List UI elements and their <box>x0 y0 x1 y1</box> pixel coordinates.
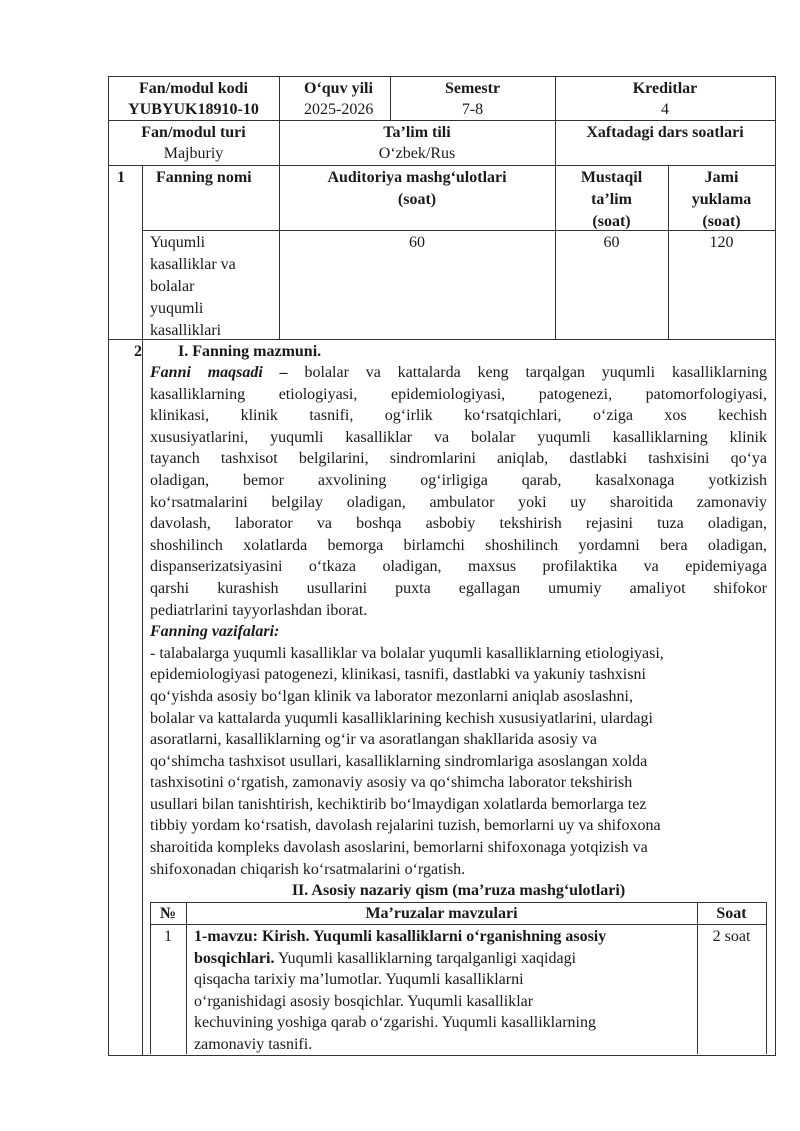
row-number: 1 <box>117 169 125 186</box>
independent-hours: 60 <box>603 234 620 251</box>
table-border <box>108 76 109 1056</box>
subject-name-label: Fanning nomi <box>156 169 252 186</box>
subject-name-value: Yuqumli kasalliklar va bolalar yuqumli kasalliklari <box>150 234 236 339</box>
module-type-label: Fan/modul turi <box>141 124 246 141</box>
table-border <box>766 902 767 1054</box>
weekly-hours-label: Xaftadagi dars soatlari <box>586 124 744 141</box>
independent-study-label: Mustaqil ta’lim (soat) <box>580 169 643 230</box>
goal-paragraph: Fanni maqsadi – bolalar va kattalarda keng tarqalgan yuqumli kasalliklarning kasalliklarning etiologiyasi, epidemiologiyasi, patogenezi, patomorfologiyasi, klinikasi, klinik tasnifi, og‘irlik ko‘rsatqichlari, o‘ziga xos kechish xususiyatlarini, yuqumli kasalliklar va bolalar yuqumli kasalliklarning klinik tayanch tashxisot belgilarini, sindromlarini aniqlab, dastlabki tashxisini qo‘ya oladigan, bemor axvolining og‘irligiga qarab, kasalxonaga yotkizish ko‘rsatmalarini belgilay oladigan, ambulator yoki uy sharoitida zamonaviy davolash, laborator va boshqa asbobiy tekshirish rejasini tuza oladigan, shoshilinch xolatlarda bemorga birlamchi shoshilinch yordamni bera oladigan, dispanserizatsiyasini o‘tkaza oladigan, maxsus profilaktika va epidemiyaga qarshi kurashish usullarini puxta egallagan umumiy amaliyot shifokor pediatrlarini tayyorlashdan iborat. Fanning vazifalari: - talabalarga yuqumli kasalliklar va bolalar yuqumli kasalliklarning etiologiyasi, epidemiologiyasi patogenezi, klinikasi, tasnifi, dastlabki va yakuniy tashxisni qo‘yishda asosiy bo‘lgan klinik va laborator mezonlarni aniqlab asoslashni, bolalar va kattalarda yuqumli kasalliklarining kechish xususiyatlarini, ulardagi asoratlarni, kasalliklarning og‘ir va asoratlangan shakllarida asosiy va qo‘shimcha tashxisot usullari, kasalliklarning sindromlariga asoslangan xolda tashxisotini o‘rgatish, zamonaviy asosiy va qo‘shimcha laborator tekshirish usullari bilan tanishtirish, kechiktirib bo‘lmaydigan xolatlarda bemorlarga tez tibbiy yordam ko‘rsatish, davolash rejalarini tuzish, bemorlarni uy va shifoxona sharoitida kompleks davolash asoslarini, bemorlarni shifoxonaga yotqizish va shifoxonadan chiqarish ko‘rsatmalarini o‘rgatish. <box>150 364 768 878</box>
lecture-row-hours: 2 soat <box>712 928 751 945</box>
credits-value: 4 <box>661 101 669 118</box>
credits-label: Kreditlar <box>632 80 698 97</box>
column-topic-header: Ma’ruzalar mavzulari <box>365 905 518 922</box>
table-border <box>108 165 775 166</box>
column-number-header: № <box>159 905 177 922</box>
total-hours: 120 <box>709 234 734 251</box>
tasks-label: Fanning vazifalari: <box>150 623 280 641</box>
study-year-label: O‘quv yili <box>304 80 373 97</box>
module-type-value: Majburiy <box>163 145 224 162</box>
study-year-value: 2025-2026 <box>304 101 374 118</box>
goal-label: Fanni maqsadi – <box>150 364 288 381</box>
semester-value: 7-8 <box>461 101 484 118</box>
lecture-row-topic: 1-mavzu: Kirish. Yuqumli kasalliklarni o‘rganishning asosiy bosqichlari. Yuqumli kasalliklarning tarqalganligi xaqidagi qisqacha tarixiy ma’lumotlar. Yuqumli kasalliklarni o‘rganishidagi asosiy bosqichlar. Yuqumli kasalliklar kechuvining yoshiga qarab o‘zgarishi. Yuqumli kasalliklarning zamonaviy tasnifi. <box>194 928 607 1053</box>
semester-label: Semestr <box>444 80 501 97</box>
lecture-row-number: 1 <box>164 928 172 945</box>
lectures-section-title: II. Asosiy nazariy qism (ma’ruza mashg‘ulotlari) <box>291 882 626 899</box>
auditorium-label: Auditoriya mashg‘ulotlari (soat) <box>327 169 507 208</box>
table-border <box>775 76 776 1056</box>
module-code-label: Fan/modul kodi <box>139 80 248 97</box>
column-hours-header: Soat <box>716 905 747 922</box>
language-label: Ta’lim tili <box>383 124 451 141</box>
language-value: O‘zbek/Rus <box>378 145 456 162</box>
table-border <box>142 339 143 1056</box>
table-border <box>142 165 143 340</box>
total-load-label: Jami yuklama (soat) <box>691 169 752 230</box>
auditorium-hours: 60 <box>409 234 425 251</box>
module-code-value: YUBYUK18910-10 <box>128 101 259 118</box>
section-number: 2 <box>134 343 142 360</box>
table-border <box>108 76 775 77</box>
section-title: I. Fanning mazmuni. <box>178 343 322 360</box>
